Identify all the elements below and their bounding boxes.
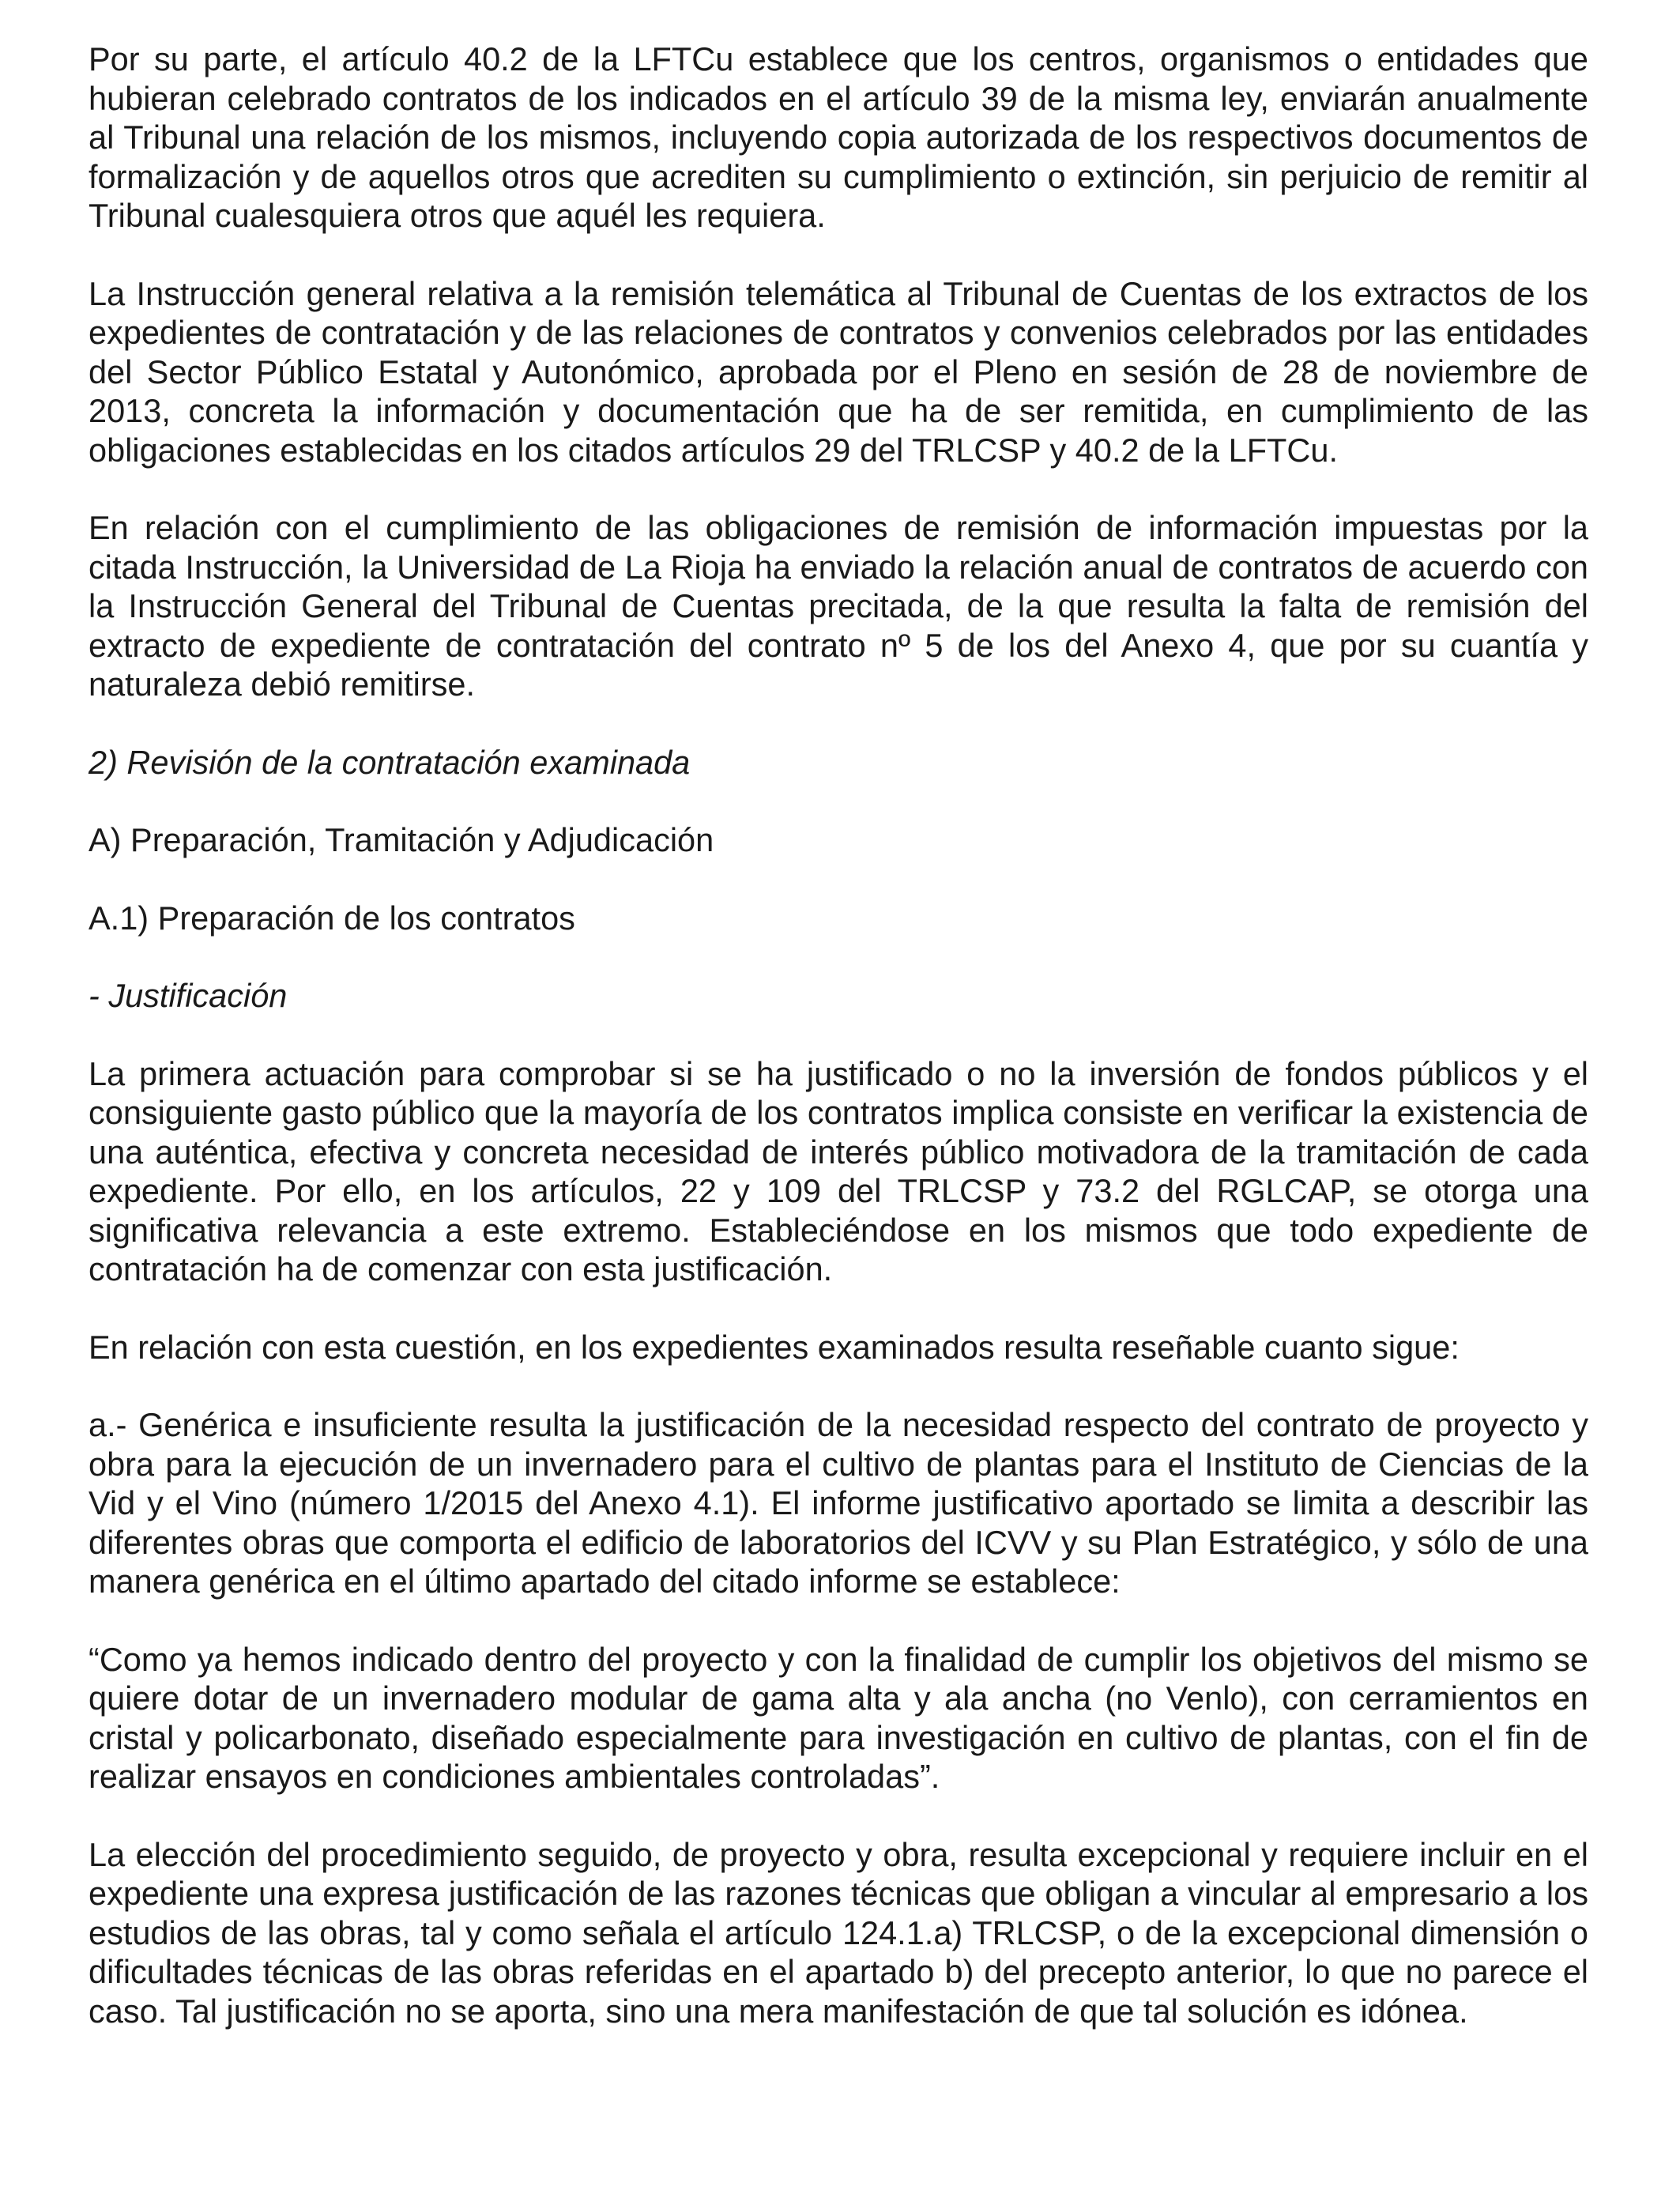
paragraph-cuestion-resenable: En relación con esta cuestión, en los expedientes examinados resulta reseñable cuanto sigue: (89, 1328, 1460, 1366)
paragraph-eleccion-procedimiento: La elección del procedimiento seguido, de proyecto y obra, resulta excepcional y requiere incluir en el expediente una expresa justificación de las razones técnicas que obligan a vincular al empresario a los estudios de las obras, tal y como señala el artículo 124.1.a) TRLCSP, o de la excepcional dimensión o dificultades técnicas de las obras referidas en el apartado b) del precepto anterior, lo que no parece el caso. Tal justificación no se aporta, sino una mera manifestación de que tal solución es idónea. (89, 1835, 1588, 2030)
heading-revision-contratacion: 2) Revisión de la contratación examinada (89, 743, 691, 781)
paragraph-primera-actuacion: La primera actuación para comprobar si se ha justificado o no la inversión de fondos públicos y el consiguiente gasto público que la mayoría de los contratos implica consiste en verificar la existencia de una auténtica, efectiva y concreta necesidad de interés público motivadora de la tramitación de cada expediente. Por ello, en los artículos, 22 y 109 del TRLCSP y 73.2 del RGLCAP, se otorga una significativa relevancia a este extremo. Estableciéndose en los mismos que todo expediente de contratación ha de comenzar con esta justificación. (89, 1054, 1588, 1287)
heading-preparacion-tramitacion: A) Preparación, Tramitación y Adjudicación (89, 821, 714, 858)
document-page (89, 40, 1588, 2069)
paragraph-generica-insuficiente: a.- Genérica e insuficiente resulta la justificación de la necesidad respecto del contrato de proyecto y obra para la ejecución de un invernadero para el cultivo de plantas para el Instituto de Ciencias de la Vid y el Vino (número 1/2015 del Anexo 4.1). El informe justificativo aportado se limita a describir las diferentes obras que comporta el edificio de laboratorios del ICVV y su Plan Estratégico, y sólo de una manera genérica en el último apartado del citado informe se establece: (89, 1406, 1588, 1600)
paragraph-article-40-2: Por su parte, el artículo 40.2 de la LFTCu establece que los centros, organismos o entidades que hubieran celebrado contratos de los indicados en el artículo 39 de la misma ley, enviarán anualmente al Tribunal una relación de los mismos, incluyendo copia autorizada de los respectivos documentos de formalización y de aquellos otros que acrediten su cumplimiento o extinción, sin perjuicio de remitir al Tribunal cualesquiera otros que aquél les requiera. (89, 40, 1588, 234)
heading-justificacion: - Justificación (89, 977, 288, 1014)
paragraph-instruccion-general: La Instrucción general relativa a la remisión telemática al Tribunal de Cuentas de los extractos de los expedientes de contratación y de las relaciones de contratos y convenios celebrados por las entidades del Sector Público Estatal y Autonómico, aprobada por el Pleno en sesión de 28 de noviembre de 2013, concreta la información y documentación que ha de ser remitida, en cumplimiento de las obligaciones establecidas en los citados artículos 29 del TRLCSP y 40.2 de la LFTCu. (89, 274, 1588, 469)
heading-preparacion-contratos: A.1) Preparación de los contratos (89, 899, 575, 937)
paragraph-quote-invernadero: “Como ya hemos indicado dentro del proyecto y con la finalidad de cumplir los objetivos del mismo se quiere dotar de un invernadero modular de gama alta y ala ancha (no Venlo), con cerramientos en cristal y policarbonato, diseñado especialmente para investigación en cultivo de plantas, con el fin de realizar ensayos en condiciones ambientales controladas”. (89, 1640, 1588, 1795)
paragraph-cumplimiento-remision: En relación con el cumplimiento de las obligaciones de remisión de información impuestas por la citada Instrucción, la Universidad de La Rioja ha enviado la relación anual de contratos de acuerdo con la Instrucción General del Tribunal de Cuentas precitada, de la que resulta la falta de remisión del extracto de expediente de contratación del contrato nº 5 de los del Anexo 4, que por su cuantía y naturaleza debió remitirse. (89, 509, 1588, 703)
